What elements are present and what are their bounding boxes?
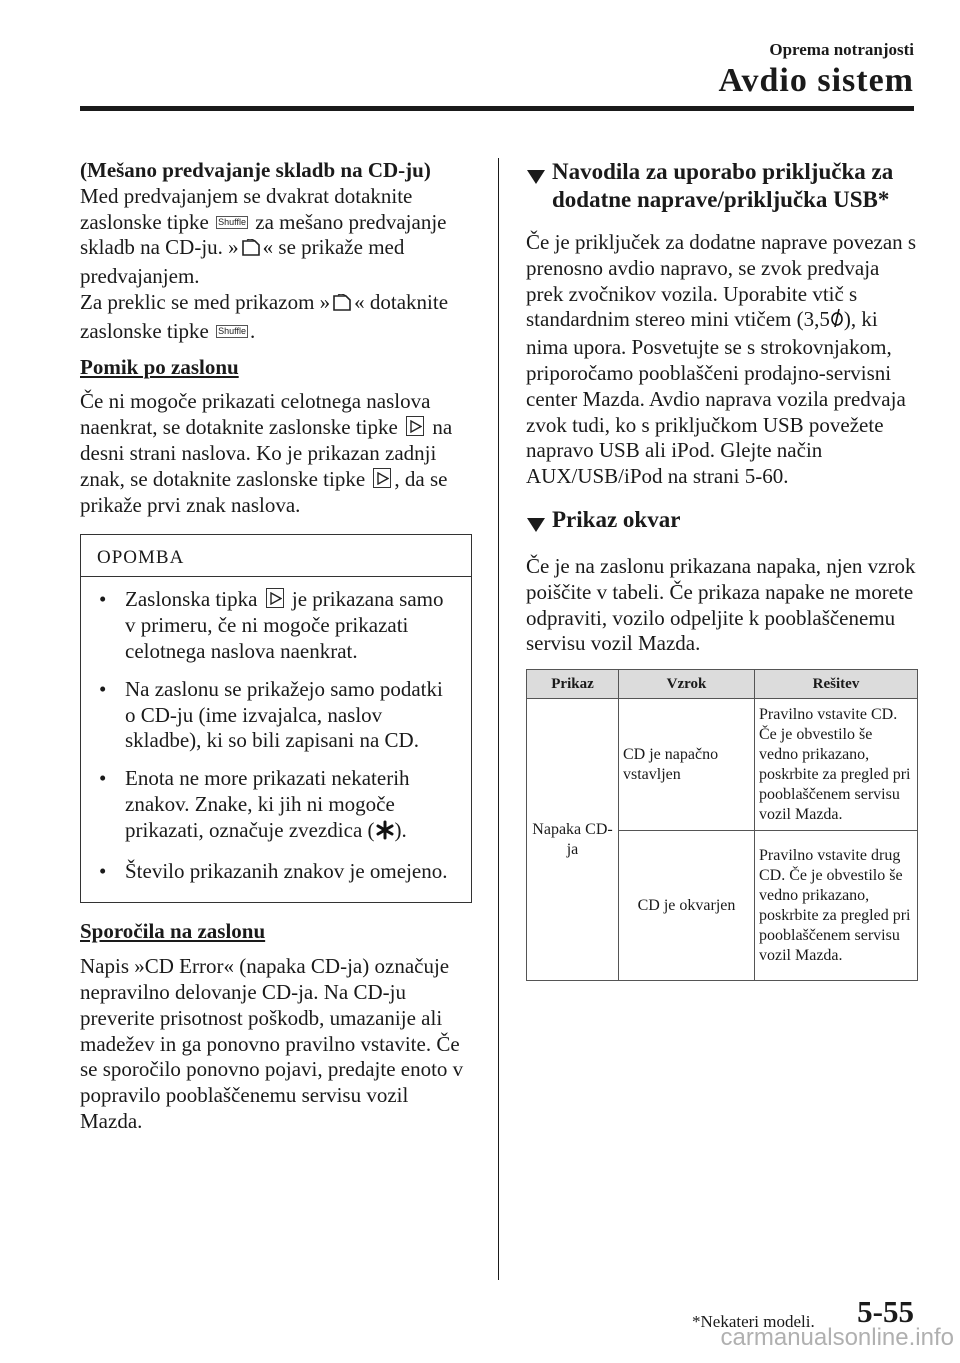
- note-item1-text-b: je prikazana samo v primeru, če ni mogoče prikazati celotnega naslova naenkrat.: [125, 587, 444, 663]
- note-item3-text-a: Enota ne more prikazati nekaterih znakov. Znake, ki jih ni mogoče prikazati, označuje zvezdica (: [125, 766, 410, 842]
- shuffle-cancel-text-a: Za preklic se med prikazom »: [80, 289, 331, 314]
- messages-paragraph: Napis »CD Error« (napaka CD-ja) označuje nepravilno delovanje CD-ja. Na CD-ju preverite prisotnost poškodb, umazanije ali madežev in ga ponovno pravilno vstavite. Če se sporočilo ponovno pojavi, predajte enoto v popravilo pooblaščenemu servisu vozil Mazda.: [80, 954, 464, 1133]
- page-title: Avdio sistem: [718, 62, 914, 99]
- scroll-heading: Pomik po zaslonu: [80, 354, 239, 379]
- aux-paragraph: [526, 230, 918, 490]
- scroll-paragraph: [80, 389, 472, 518]
- shuffle-paragraph-1: [80, 184, 472, 290]
- diameter-icon: [830, 308, 844, 335]
- header-rule: [80, 106, 914, 111]
- table-header: Vzrok: [619, 670, 755, 699]
- table-cell-display: Napaka CD-ja: [527, 699, 619, 981]
- bullet-icon: •: [99, 766, 107, 791]
- shuffle-text-b: za mešano predvajanje skladb na CD-ju. »: [80, 209, 447, 260]
- scroll-right-icon: [373, 468, 391, 488]
- aux-heading-text: Navodila za uporabo priključka za dodatne naprave/priključka USB*: [552, 159, 894, 212]
- footnote: *Nekateri modeli.: [692, 1312, 815, 1331]
- bullet-icon: •: [99, 858, 107, 883]
- note-title: OPOMBA: [81, 535, 471, 577]
- table-cell-fix: Pravilno vstavite CD. Če je obvestilo še vedno prikazano, poskrbite za pregled pri pooblaščenem servisu vozil Mazda.: [755, 699, 918, 831]
- cd-icon: [240, 238, 262, 264]
- fault-paragraph: Če je na zaslonu prikazana napaka, njen vzrok poiščite v tabeli. Če prikaza napake ne morete odpraviti, vozilo odpeljite k pooblaščenemu servisu vozil Mazda.: [526, 553, 916, 656]
- error-table: [526, 669, 918, 981]
- aux-text-b: ), ki nima upora. Posvetujte se s strokovnjakom, priporočamo pooblaščeni prodajno-servisni center Mazda. Avdio naprava vozila predvaja zvok tudi, ko s priključkom USB povežete napravo USB ali iPod. Glejte način AUX/USB/iPod na strani 5-60.: [526, 307, 906, 489]
- page-number: 5-55: [857, 1294, 914, 1329]
- scroll-right-icon: [406, 416, 424, 436]
- note-item: [99, 766, 457, 846]
- shuffle-button-icon: Shuffle: [218, 325, 246, 336]
- note-box: [80, 534, 472, 903]
- right-column: [526, 158, 918, 981]
- shuffle-text-c: « se prikaže med predvajanjem.: [80, 235, 405, 289]
- scroll-right-icon: [266, 588, 284, 608]
- shuffle-button-icon: Shuffle: [218, 216, 246, 227]
- section-triangle-icon: [526, 506, 552, 540]
- bullet-icon: •: [99, 676, 107, 701]
- note-item2-text: Na zaslonu se prikažejo samo podatki o CD-ju (ime izvajalca, naslov skladbe), ki so bili zapisani na CD.: [125, 676, 443, 753]
- table-cell-fix: Pravilno vstavite drug CD. Če je obvestilo še vedno prikazano, poskrbite za pregled pri pooblaščenem servisu vozil Mazda.: [755, 831, 918, 981]
- aux-heading: [526, 158, 918, 214]
- scroll-text-a: Če ni mogoče prikazati celotnega naslova naenkrat, se dotaknite zaslonske tipke: [80, 389, 431, 440]
- table-row: [527, 699, 918, 831]
- table-cell-cause: CD je napačno vstavljen: [619, 699, 755, 831]
- scroll-text-b: na desni strani naslova. Ko je prikazan zadnji znak, se dotaknite zaslonske tipke: [80, 415, 453, 491]
- shuffle-cancel-text-c: .: [250, 318, 256, 343]
- note-item: [99, 587, 457, 664]
- shuffle-heading: (Mešano predvajanje skladb na CD-ju): [80, 158, 431, 182]
- table-header: Prikaz: [527, 670, 619, 699]
- cd-icon: [331, 293, 353, 319]
- scroll-text-c: , da se prikaže prvi znak naslova.: [80, 466, 448, 517]
- section-triangle-icon: [526, 158, 552, 214]
- note-item4-text: Število prikazanih znakov je omejeno.: [125, 858, 448, 883]
- messages-heading: Sporočila na zaslonu: [80, 919, 266, 944]
- fault-heading-text: Prikaz okvar: [552, 506, 681, 532]
- table-cell-cause: CD je okvarjen: [619, 831, 755, 981]
- section-title: Oprema notranjosti: [769, 40, 914, 59]
- aux-text-a: Če je priključek za dodatne naprave povezan s prenosno avdio napravo, se zvok predvaja prek zvočnikov vozila. Uporabite vtič s standardnim stereo mini vtičem (3,5: [526, 230, 917, 332]
- note-item: [99, 677, 457, 754]
- bullet-icon: •: [99, 587, 107, 612]
- left-column: [80, 158, 472, 1144]
- table-header: Rešitev: [755, 670, 918, 699]
- watermark: carmanualsonline.info: [720, 1324, 954, 1351]
- shuffle-text-a: Med predvajanjem se dvakrat dotaknite zaslonske tipke: [80, 183, 413, 234]
- shuffle-paragraph-2: [80, 290, 472, 345]
- table-header-row: [527, 670, 918, 699]
- note-item3-text-b: ).: [394, 817, 407, 842]
- column-divider: [498, 158, 499, 1280]
- fault-heading: [526, 506, 918, 540]
- note-item1-text-a: Zaslonska tipka: [125, 587, 258, 612]
- shuffle-cancel-text-b: « dotaknite zaslonske tipke: [80, 289, 449, 343]
- asterisk-icon: [375, 820, 395, 847]
- note-list: [81, 577, 471, 902]
- note-item: [99, 859, 457, 885]
